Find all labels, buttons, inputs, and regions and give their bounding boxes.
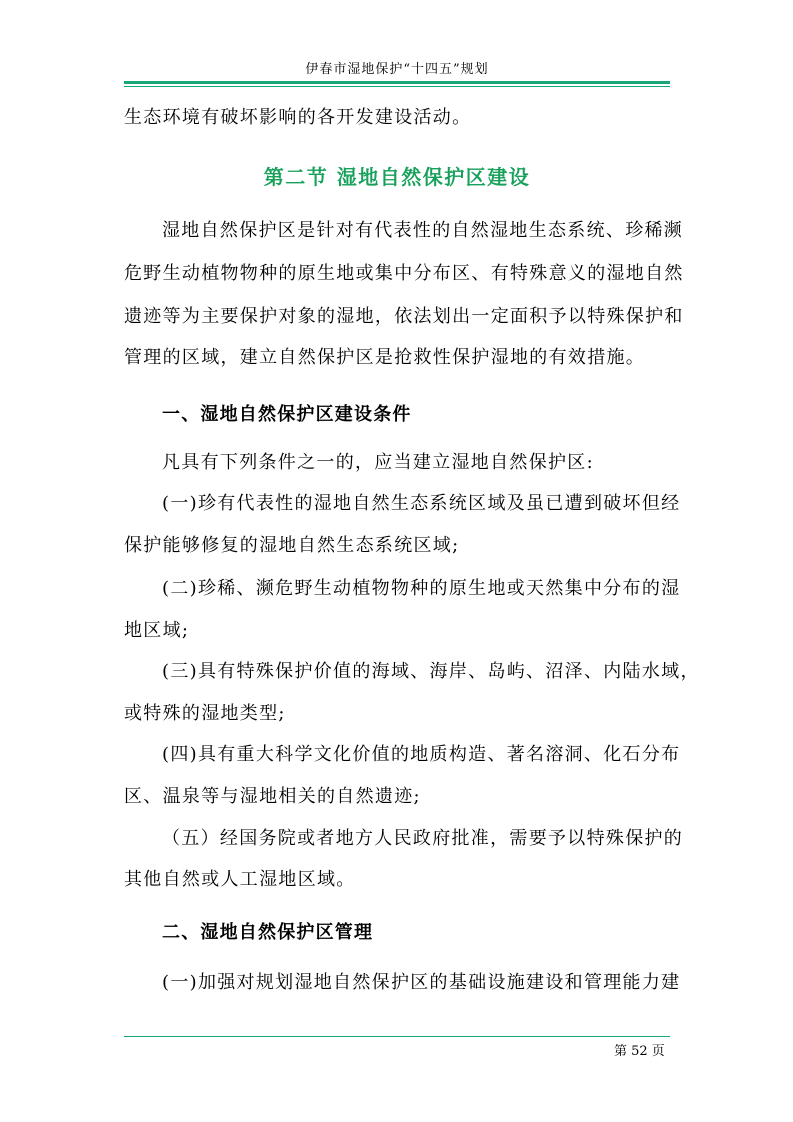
intro-line-4: 管理的区域，建立自然保护区是抢救性保护湿地的有效措施。 <box>124 347 646 368</box>
header-rule-thin <box>124 86 670 87</box>
header-rule-thick <box>124 81 670 84</box>
condition-item-5-line2: 其他自然或人工湿地区域。 <box>124 869 356 890</box>
management-item-1-line1: (一)加强对规划湿地自然保护区的基础设施建设和管理能力建 <box>162 972 681 993</box>
conditions-intro: 凡具有下列条件之一的，应当建立湿地自然保护区: <box>162 452 594 473</box>
condition-item-3-line2: 或特殊的湿地类型; <box>124 703 286 724</box>
running-header: 伊春市湿地保护“十四五”规划 <box>305 62 489 77</box>
condition-item-1-line2: 保护能够修复的湿地自然生态系统区域; <box>124 535 460 556</box>
heading-construction-conditions: 一、湿地自然保护区建设条件 <box>162 404 412 425</box>
condition-item-2-line2: 地区域; <box>124 620 190 641</box>
page-number: 第 52 页 <box>614 1044 665 1059</box>
footer-rule <box>124 1036 670 1037</box>
condition-item-4-line1: (四)具有重大科学文化价值的地质构造、著名溶洞、化石分布 <box>162 744 681 765</box>
section-title: 第二节 湿地自然保护区建设 <box>263 165 531 189</box>
condition-item-4-line2: 区、温泉等与湿地相关的自然遗迹; <box>124 786 421 807</box>
condition-item-3-line1: (三)具有特殊保护价值的海域、海岸、岛屿、沼泽、内陆水域， <box>162 661 700 682</box>
heading-management: 二、湿地自然保护区管理 <box>162 922 374 943</box>
condition-item-1-line1: (一)珍有代表性的湿地自然生态系统区域及虽已遭到破坏但经 <box>162 493 681 514</box>
intro-line-2: 危野生动植物物种的原生地或集中分布区、有特殊意义的湿地自然 <box>124 263 684 284</box>
intro-line-1: 湿地自然保护区是针对有代表性的自然湿地生态系统、珍稀濒 <box>162 220 684 241</box>
continuation-text: 生态环境有破坏影响的各开发建设活动。 <box>124 107 472 128</box>
condition-item-2-line1: (二)珍稀、濒危野生动植物物种的原生地或天然集中分布的湿 <box>162 578 681 599</box>
condition-item-5-line1: （五）经国务院或者地方人民政府批准，需要予以特殊保护的 <box>162 828 684 849</box>
intro-line-3: 遗迹等为主要保护对象的湿地，依法划出一定面积予以特殊保护和 <box>124 306 684 327</box>
